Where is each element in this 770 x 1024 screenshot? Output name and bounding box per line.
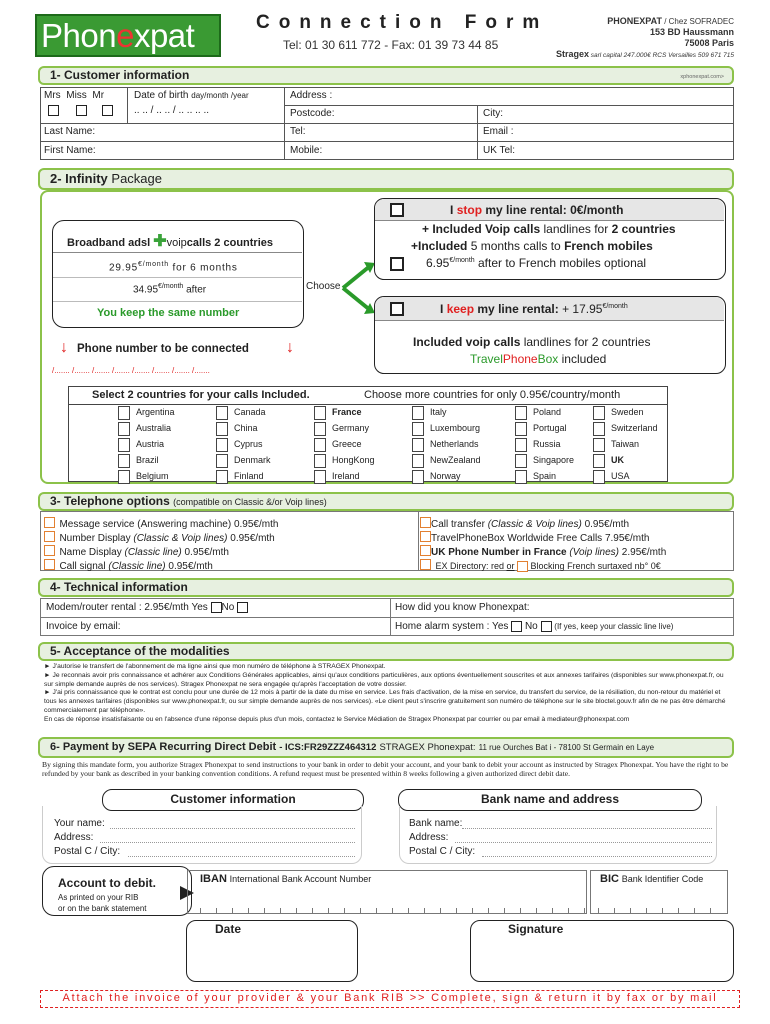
country-checkbox[interactable] (412, 454, 424, 468)
country-checkbox[interactable] (593, 422, 605, 436)
country-checkbox[interactable] (216, 406, 228, 420)
section-5-header: 5- Acceptance of the modalities (38, 642, 734, 661)
country-label: Taiwan (611, 439, 640, 449)
number-display-checkbox[interactable] (44, 531, 55, 542)
footer-instructions: Attach the invoice of your provider & your Bank RIB >> Complete, sign & return it by fax or by mail (40, 990, 740, 1008)
country-label: Switzerland (611, 423, 658, 433)
iban-tick (344, 908, 345, 914)
bic-tick (614, 908, 615, 914)
country-checkbox[interactable] (216, 422, 228, 436)
your-name-field[interactable]: Your name: (54, 818, 105, 829)
iban-tick (280, 908, 281, 914)
iban-tick (584, 908, 585, 914)
country-checkbox[interactable] (314, 422, 326, 436)
country-label: Italy (430, 407, 447, 417)
bic-tick (662, 908, 663, 914)
country-checkbox[interactable] (314, 470, 326, 484)
country-checkbox[interactable] (216, 454, 228, 468)
plus-icon: ✚ (153, 233, 167, 250)
country-label: Australia (136, 423, 172, 433)
country-checkbox[interactable] (118, 406, 130, 420)
country-checkbox[interactable] (412, 470, 424, 484)
bank-name-field[interactable]: Bank name: (409, 818, 463, 829)
french-mobiles-checkbox[interactable] (390, 257, 404, 271)
country-label: HongKong (332, 455, 375, 465)
iban-tick (248, 908, 249, 914)
bank-info-pill: Bank name and address (398, 789, 702, 811)
iban-tick (552, 908, 553, 914)
travelphonebox-checkbox[interactable] (420, 531, 431, 542)
country-label: France (332, 407, 362, 417)
mr-checkbox[interactable] (102, 105, 113, 116)
bic-tick (598, 908, 599, 914)
cust-address-field[interactable]: Address: (54, 832, 94, 843)
country-checkbox[interactable] (314, 438, 326, 452)
iban-tick (312, 908, 313, 914)
mobile-field[interactable]: Mobile: (290, 145, 323, 156)
iban-tick (456, 908, 457, 914)
modalities-text: ► J'autorise le transfert de l'abonnement de ma ligne ainsi que mon numéro de téléphone à STRAGEX Phonexpat. ► Je reconnais avoir pris connaissance et adhérer aux Conditions Générales applicables, ainsi qu'aux conditions particulières, aux options éventuellement souscrites et aux annexes tarifaires (disponibles sur www.phonexpat.fr, ou sur simple demande auprès de nos services). Stragex Phonexpat ne sera engagée qu'après l'acceptation de votre dossier. ► J'ai pris connaissance que le contrat est conclu pour une durée de 12 mois à partir de la date du mise en service. Les frais d'activation, de la mise en service, du transfert du service, de la résiliation, du non-retour du matériel et tous les annexes tarifaires (disponibles sur www.phonexpat.fr, ou sur simple demande auprès de nos services). «Le client peut s'inscrire gratuitement son numéro de téléphone sur le site bloctel.gouv.fr afin de ne pas être démarché commercialement par téléphone». En cas de réponse insatisfaisante ou en l'absence d'une réponse depuis plus d'un mois, contactez le Service Médiation de Stragex Phonexpat par courrier ou par email à mediateur@phonexpat.com (44, 663, 726, 723)
country-checkbox[interactable] (216, 470, 228, 484)
country-checkbox[interactable] (515, 422, 527, 436)
uktel-field[interactable]: UK Tel: (483, 145, 516, 156)
arrow-down-icon: ↓ (286, 339, 294, 356)
email-field[interactable]: Email : (483, 126, 514, 137)
tel-field[interactable]: Tel: (290, 126, 306, 137)
lastname-field[interactable]: Last Name: (44, 126, 96, 137)
mandate-text: By signing this mandate form, you authorize Stragex Phonexpat to send instructions to your bank in order to debit your account, and your bank to debit your account as instructed by Stragex Phonexpat. You have the right to be refunded by your bank as described in your banking convention conditions. A refund request must be presented within 8 weeks following a given authorized direct debit date. (42, 760, 729, 779)
choose-label: Choose (306, 281, 341, 292)
iban-tick (392, 908, 393, 914)
country-label: Spain (533, 471, 557, 481)
section-6-header: 6- Payment by SEPA Recurring Direct Debit - ICS:FR29ZZZ464312 STRAGEX Phonexpat: 11 rue Ourches Bat i - 78100 St Germain en Laye (38, 737, 734, 758)
country-checkbox[interactable] (118, 454, 130, 468)
modem-no-checkbox[interactable] (237, 602, 248, 613)
call-transfer-checkbox[interactable] (420, 517, 431, 528)
country-checkbox[interactable] (412, 406, 424, 420)
country-label: Poland (533, 407, 562, 417)
iban-tick (440, 908, 441, 914)
bank-address-field[interactable]: Address: (409, 832, 449, 843)
keep-line-checkbox[interactable] (390, 302, 404, 316)
country-label: Singapore (533, 455, 575, 465)
choose-arrow-icon (340, 260, 376, 316)
bic-tick (678, 908, 679, 914)
country-label: Portugal (533, 423, 567, 433)
alarm-yes-checkbox[interactable] (511, 621, 522, 632)
country-checkbox[interactable] (515, 438, 527, 452)
section-1-header: 1- Customer information xphonexpat.com> (38, 66, 734, 85)
iban-tick (232, 908, 233, 914)
country-checkbox[interactable] (515, 470, 527, 484)
broadband-box: Broadband adsl ✚voipcalls 2 countries $29.95^{€/month}$ for 6 months $34.95^{€/month}$ after You keep the same number (52, 220, 304, 328)
bic-tick (630, 908, 631, 914)
country-checkbox[interactable] (412, 422, 424, 436)
section-3-header: 3- Telephone options (compatible on Classic &/or Voip lines) (38, 492, 734, 511)
bic-tick (646, 908, 647, 914)
cust-postal-field[interactable]: Postal C / City: (54, 846, 121, 857)
country-checkbox[interactable] (593, 470, 605, 484)
customer-info-pill: Customer information (102, 789, 364, 811)
address-field[interactable]: Address : (290, 90, 333, 101)
phone-fax: Tel: 01 30 611 772 - Fax: 01 39 73 44 85 (283, 38, 499, 52)
iban-tick (520, 908, 521, 914)
firstname-field[interactable]: First Name: (44, 145, 96, 156)
iban-tick (504, 908, 505, 914)
phonexpat-logo: Phonexpat (35, 14, 221, 57)
country-label: Sweden (611, 407, 644, 417)
invoice-email-field[interactable]: Invoice by email: (46, 621, 121, 632)
country-label: Austria (136, 439, 165, 449)
country-label: Belgium (136, 471, 169, 481)
phone-to-connect-label: Phone number to be connected (77, 343, 249, 355)
iban-tick (376, 908, 377, 914)
country-checkbox[interactable] (515, 454, 527, 468)
country-label: Ireland (332, 471, 360, 481)
country-label: Cyprus (234, 439, 263, 449)
country-label: Russia (533, 439, 561, 449)
company-block: PHONEXPAT / Chez SOFRADEC 153 BD Haussmann 75008 Paris Stragex sarl capital 247.000€ RCS Versailles 509 671 715 (555, 16, 734, 59)
dob-label: Date of birth day/month /year (134, 90, 249, 101)
country-checkbox[interactable] (118, 470, 130, 484)
iban-tick (424, 908, 425, 914)
country-label: Norway (430, 471, 461, 481)
country-checkbox[interactable] (593, 438, 605, 452)
section-2-header: 2- Infinity Package (38, 168, 734, 190)
country-checkbox[interactable] (118, 422, 130, 436)
travelphonebox-label: TravelPhoneBox included (470, 352, 607, 366)
country-label: Netherlands (430, 439, 479, 449)
country-label: Luxembourg (430, 423, 481, 433)
name-display-checkbox[interactable] (44, 545, 55, 556)
date-box[interactable] (186, 920, 358, 982)
modem-yes-checkbox[interactable] (211, 602, 222, 613)
iban-tick (200, 908, 201, 914)
iban-tick (328, 908, 329, 914)
stop-line-checkbox[interactable] (390, 203, 404, 217)
bank-postal-field[interactable]: Postal C / City: (409, 846, 476, 857)
iban-tick (296, 908, 297, 914)
blocking-surtaxed-checkbox[interactable] (517, 561, 528, 572)
country-label: Finland (234, 471, 264, 481)
bic-tick (694, 908, 695, 914)
iban-tick (568, 908, 569, 914)
country-label: NewZealand (430, 455, 481, 465)
country-label: Denmark (234, 455, 271, 465)
city-field[interactable]: City: (483, 108, 503, 119)
country-label: Canada (234, 407, 266, 417)
country-checkbox[interactable] (118, 438, 130, 452)
country-label: USA (611, 471, 630, 481)
country-checkbox[interactable] (314, 406, 326, 420)
call-signal-checkbox[interactable] (44, 559, 55, 570)
dob-field[interactable]: .. .. / .. .. / .. .. .. .. (134, 105, 210, 116)
message-service-checkbox[interactable] (44, 517, 55, 528)
uk-number-checkbox[interactable] (420, 545, 431, 556)
country-label: China (234, 423, 258, 433)
postcode-field[interactable]: Postcode: (290, 108, 335, 119)
phone-number-input[interactable]: /....... /....... /....... /....... /....... /....... /....... /....... (52, 366, 210, 375)
arrow-down-icon: ↓ (60, 339, 68, 356)
section-4-header: 4- Technical information (38, 578, 734, 597)
how-known-field[interactable]: How did you know Phonexpat: (395, 602, 530, 613)
country-label: UK (611, 455, 624, 465)
country-label: Argentina (136, 407, 175, 417)
country-label: Germany (332, 423, 370, 433)
miss-checkbox[interactable] (76, 105, 87, 116)
country-checkbox[interactable] (412, 438, 424, 452)
iban-tick (536, 908, 537, 914)
country-checkbox[interactable] (515, 406, 527, 420)
iban-tick (408, 908, 409, 914)
iban-tick (216, 908, 217, 914)
form-title: Connection Form (256, 12, 549, 33)
bic-tick (710, 908, 711, 914)
country-checkbox[interactable] (593, 454, 605, 468)
country-checkbox[interactable] (314, 454, 326, 468)
iban-tick (264, 908, 265, 914)
iban-tick (488, 908, 489, 914)
alarm-no-checkbox[interactable] (541, 621, 552, 632)
country-label: Brazil (136, 455, 159, 465)
country-checkbox[interactable] (593, 406, 605, 420)
ex-directory-checkbox[interactable] (420, 559, 431, 570)
country-checkbox[interactable] (216, 438, 228, 452)
iban-tick (472, 908, 473, 914)
country-label: Greece (332, 439, 362, 449)
mrs-checkbox[interactable] (48, 105, 59, 116)
iban-tick (360, 908, 361, 914)
